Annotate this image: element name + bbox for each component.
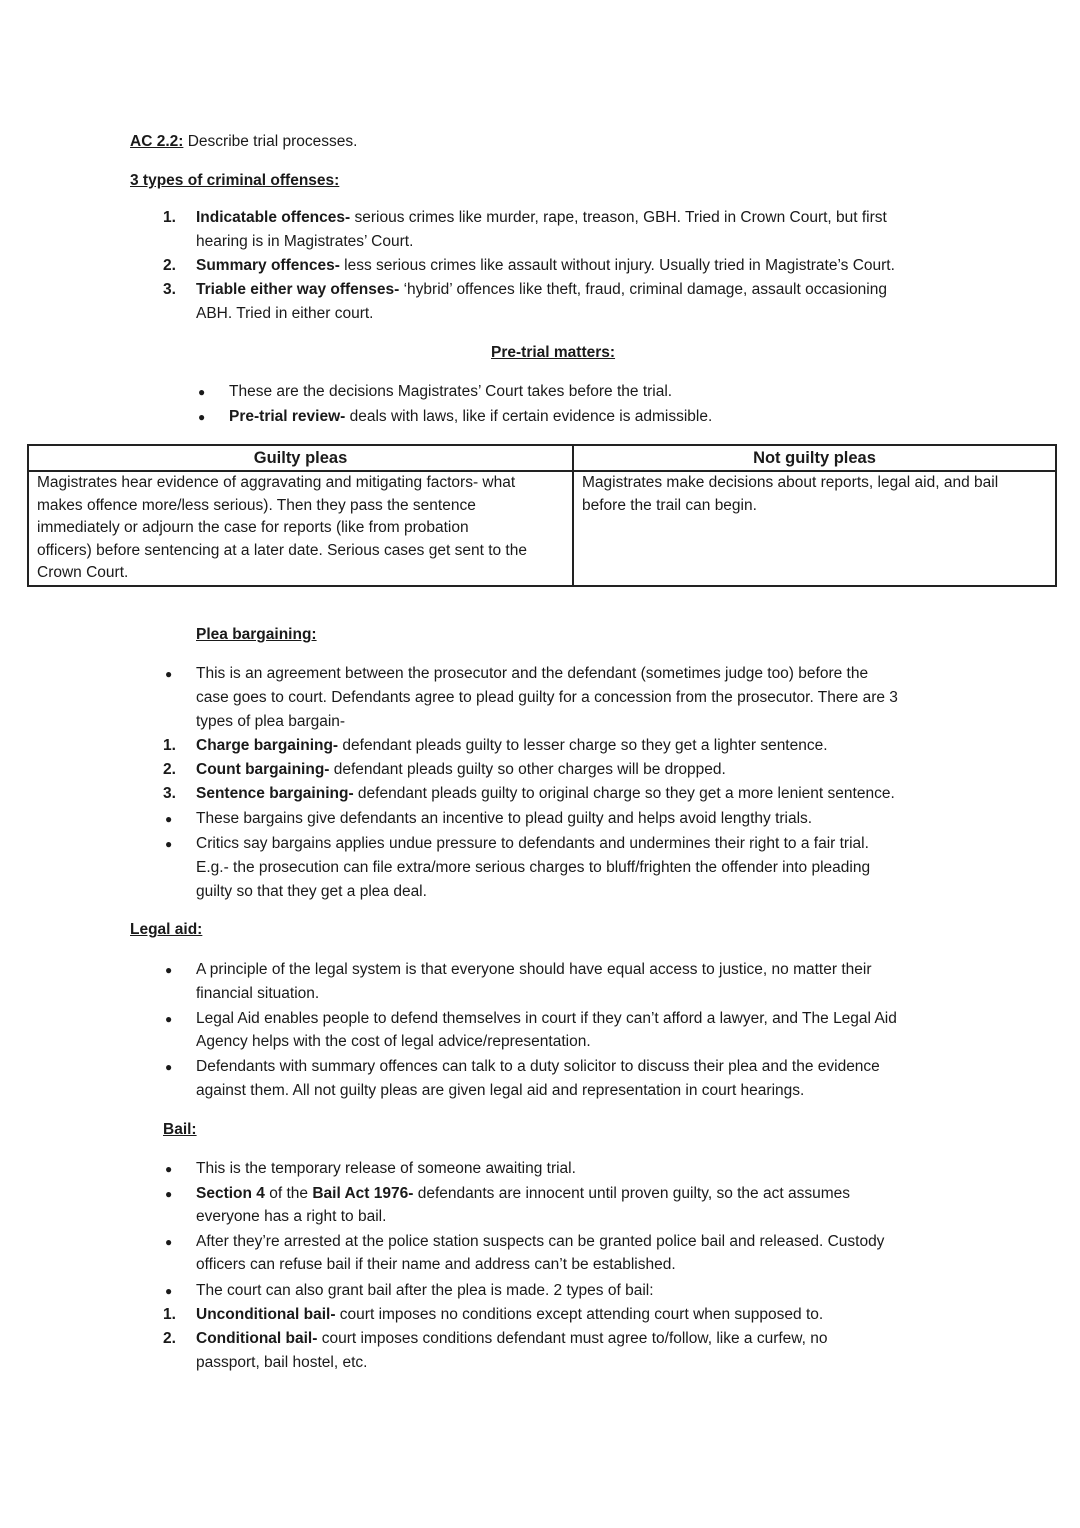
bullet-icon: ● xyxy=(165,1235,173,1249)
guilty-header: Guilty pleas xyxy=(28,445,573,471)
item-text: officers can refuse bail if their name and address can’t be established. xyxy=(196,1256,676,1273)
item-text: deals with laws, like if certain evidence is admissible. xyxy=(345,408,713,425)
item-text: ABH. Tried in either court. xyxy=(196,305,374,322)
ac-text: Describe trial processes. xyxy=(183,133,358,150)
item-text: court imposes conditions defendant must agree to/follow, like a curfew, no xyxy=(317,1330,828,1347)
list-number: 2. xyxy=(163,257,176,274)
item-text: financial situation. xyxy=(196,985,320,1002)
list-item xyxy=(196,758,726,782)
item-text: Agency helps with the cost of legal advice/representation. xyxy=(196,1033,591,1050)
list-number: 3. xyxy=(163,785,176,802)
list-number: 1. xyxy=(163,1306,176,1323)
list-item: The court can also grant bail after the plea is made. 2 types of bail: xyxy=(196,1282,654,1299)
bullet-icon: ● xyxy=(165,1284,173,1298)
cell-line: makes offence more/less serious). Then they pass the sentence xyxy=(37,496,476,514)
item-text: passport, bail hostel, etc. xyxy=(196,1354,368,1371)
cell-line: before the trail can begin. xyxy=(582,496,757,514)
bullet-icon: ● xyxy=(165,1187,173,1201)
item-text: Legal Aid enables people to defend themselves in court if they can’t afford a lawyer, and The Legal Aid xyxy=(196,1010,897,1027)
list-item xyxy=(196,782,895,806)
item-text: defendant pleads guilty to lesser charge so they get a lighter sentence. xyxy=(338,737,828,754)
list-item: These bargains give defendants an incentive to plead guilty and helps avoid lengthy trials. xyxy=(196,810,813,827)
item-text: E.g.- the prosecution can file extra/more serious charges to bluff/frighten the offender into pleading xyxy=(196,859,871,876)
item-text: defendants are innocent until proven guilty, so the act assumes xyxy=(413,1185,850,1202)
item-text: After they’re arrested at the police station suspects can be granted police bail and released. Custody xyxy=(196,1233,885,1250)
list-item xyxy=(196,1182,850,1206)
bullet-icon: ● xyxy=(198,385,206,399)
bullet-icon: ● xyxy=(165,837,173,851)
section-header xyxy=(130,130,357,154)
term: Pre-trial review- xyxy=(229,408,346,425)
item-text: defendant pleads guilty so other charges will be dropped. xyxy=(329,761,726,778)
list-item xyxy=(196,254,895,278)
cell-line: Magistrates hear evidence of aggravating and mitigating factors- what xyxy=(37,474,516,491)
plea-bargaining-heading: Plea bargaining: xyxy=(196,626,317,643)
guilty-cell xyxy=(28,471,573,586)
list-item: This is the temporary release of someone awaiting trial. xyxy=(196,1160,576,1177)
item-text: guilty so that they get a plea deal. xyxy=(196,883,427,900)
item-text: ‘hybrid’ offences like theft, fraud, criminal damage, assault occasioning xyxy=(399,281,887,298)
bullet-icon: ● xyxy=(165,963,173,977)
bullet-icon: ● xyxy=(165,667,173,681)
item-text: everyone has a right to bail. xyxy=(196,1208,387,1225)
list-item xyxy=(196,278,887,302)
term: Indicatable offences- xyxy=(196,209,351,226)
list-item xyxy=(196,734,828,758)
bail-heading: Bail: xyxy=(163,1121,197,1138)
bullet-icon: ● xyxy=(198,410,206,424)
item-text: serious crimes like murder, rape, treason, GBH. Tried in Crown Court, but first xyxy=(350,209,887,226)
item-text: types of plea bargain- xyxy=(196,713,346,730)
list-number: 3. xyxy=(163,281,176,298)
term: Conditional bail- xyxy=(196,1330,318,1347)
list-number: 2. xyxy=(163,761,176,778)
bullet-icon: ● xyxy=(165,1012,173,1026)
legal-aid-heading: Legal aid: xyxy=(130,921,203,938)
term: Unconditional bail- xyxy=(196,1306,336,1323)
bullet-icon: ● xyxy=(165,1162,173,1176)
item-text: court imposes no conditions except attending court when supposed to. xyxy=(335,1306,824,1323)
item-text: Critics say bargains applies undue pressure to defendants and undermines their right to a fair trial. xyxy=(196,835,869,852)
list-item xyxy=(229,405,712,429)
pretrial-heading: Pre-trial matters: xyxy=(491,344,616,361)
item-text: defendant pleads guilty to original charge so they get a more lenient sentence. xyxy=(353,785,895,802)
offences-heading: 3 types of criminal offenses: xyxy=(130,172,340,189)
cell-line: officers) before sentencing at a later date. Serious cases get sent to the xyxy=(37,541,527,559)
item-text: case goes to court. Defendants agree to plead guilty for a concession from the prosecutor. There are 3 xyxy=(196,689,898,706)
term: Bail Act 1976- xyxy=(312,1185,414,1202)
bullet-icon: ● xyxy=(165,1060,173,1074)
term: Triable either way offenses- xyxy=(196,281,400,298)
not-guilty-cell xyxy=(573,471,1056,586)
list-item: These are the decisions Magistrates’ Court takes before the trial. xyxy=(229,383,673,400)
item-text: less serious crimes like assault without injury. Usually tried in Magistrate’s Court. xyxy=(339,257,895,274)
term: Charge bargaining- xyxy=(196,737,339,754)
list-item xyxy=(196,206,887,230)
item-text: hearing is in Magistrates’ Court. xyxy=(196,233,414,250)
cell-line: Crown Court. xyxy=(37,564,129,581)
item-text: A principle of the legal system is that everyone should have equal access to justice, no matter their xyxy=(196,961,872,978)
bullet-icon: ● xyxy=(165,812,173,826)
cell-line: immediately or adjourn the case for reports (like from probation xyxy=(37,519,469,536)
term: Section 4 xyxy=(196,1185,265,1202)
list-number: 2. xyxy=(163,1330,176,1347)
pleas-table xyxy=(27,444,1057,587)
term: Count bargaining- xyxy=(196,761,330,778)
list-number: 1. xyxy=(163,737,176,754)
not-guilty-header: Not guilty pleas xyxy=(573,445,1056,471)
list-item xyxy=(196,1303,823,1327)
cell-line: Magistrates make decisions about reports, legal aid, and bail xyxy=(582,474,999,491)
item-text: of the xyxy=(264,1185,313,1202)
list-item xyxy=(196,1327,827,1351)
term: Sentence bargaining- xyxy=(196,785,354,802)
item-text: This is an agreement between the prosecutor and the defendant (sometimes judge too) before the xyxy=(196,665,869,682)
ac-label: AC 2.2: xyxy=(130,133,184,150)
list-number: 1. xyxy=(163,209,176,226)
item-text: against them. All not guilty pleas are given legal aid and representation in court hearings. xyxy=(196,1082,805,1099)
term: Summary offences- xyxy=(196,257,340,274)
item-text: Defendants with summary offences can talk to a duty solicitor to discuss their plea and the evidence xyxy=(196,1058,880,1075)
